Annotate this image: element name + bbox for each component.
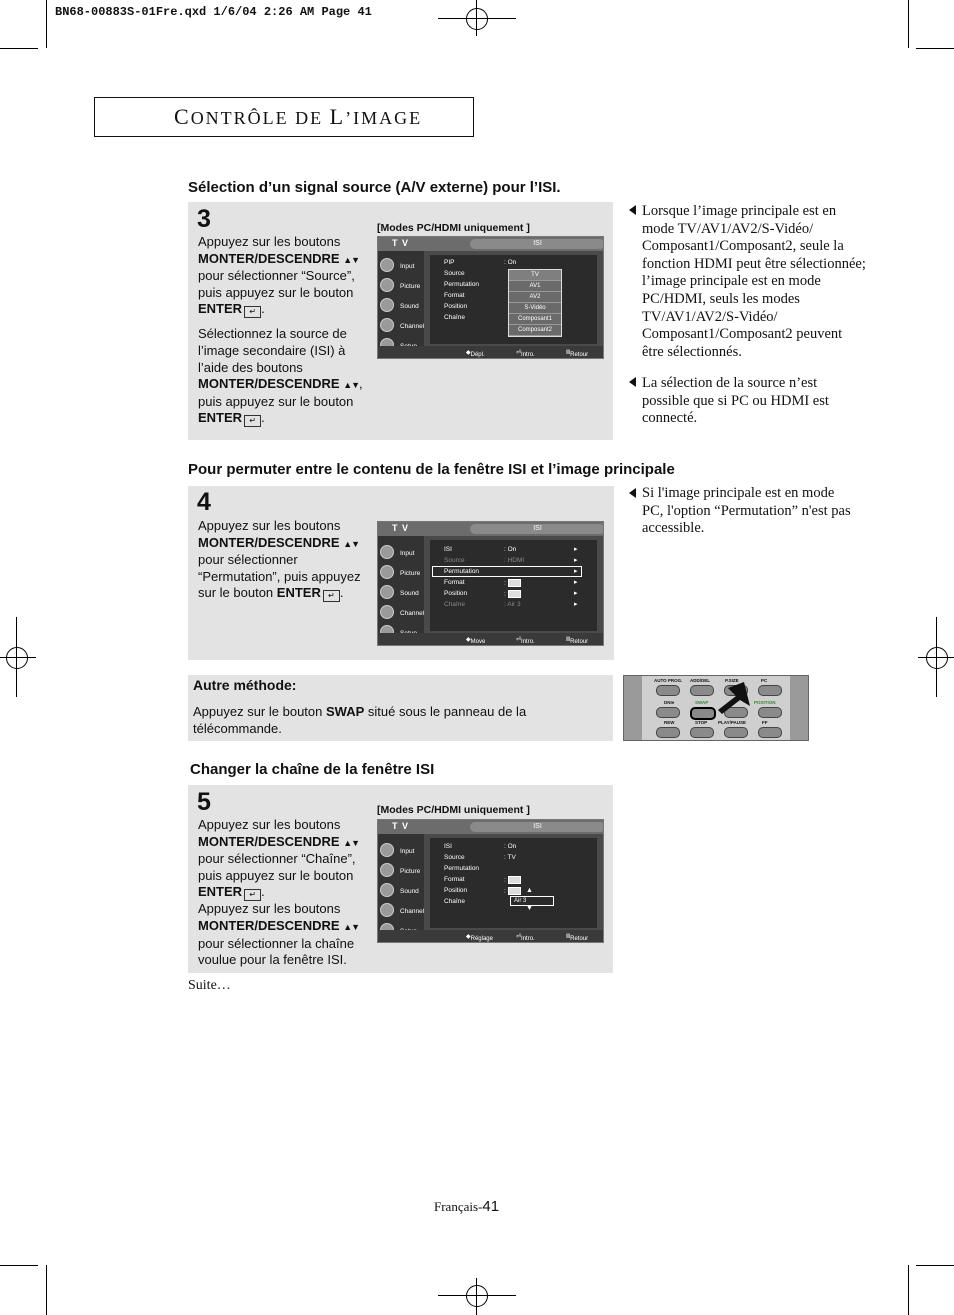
- enter-icon: ↵: [244, 306, 261, 318]
- enter-icon: ↵: [244, 889, 261, 901]
- format-icon: [508, 876, 521, 884]
- remote-illustration: AUTO PROG. ADD/DEL P.SIZE PC DNIe SWAP POSITION REW STOP PLAY/PAUSE FF: [623, 675, 809, 741]
- enter-icon: ↵: [244, 415, 261, 427]
- sound-icon: [380, 585, 394, 599]
- chevron-down-icon: ▼: [526, 905, 533, 912]
- page-title: CONTRÔLE DE L’IMAGE: [174, 104, 423, 129]
- step-number: 3: [197, 205, 211, 233]
- section-title-swap: Pour permuter entre le contenu de la fenêtre ISI et l’image principale: [188, 461, 675, 478]
- source-list: TV AV1 AV2 S-Vidéo Composant1 Composant2: [508, 269, 562, 337]
- mode-note: [Modes PC/HDMI uniquement ]: [377, 804, 530, 816]
- note-text: Lorsque l’image principale est en mode TV/AV1/AV2/S-Vidéo/ Composant1/Composant2, seule la fonction HDMI peut être sélectionnée; l’image principale est en mode PC/HDMI, seuls les modes TV/AV1/AV2/S-Vidéo/ Composant1/Composant2 peuvent être sélectionnés.: [642, 203, 866, 360]
- note-text: Si l'image principale est en mode PC, l'option “Permutation” n'est pas accessible.: [642, 485, 851, 537]
- position-icon: [508, 590, 521, 598]
- channel-icon: [380, 903, 394, 917]
- section-title-channel: Changer la chaîne de la fenêtre ISI: [190, 761, 435, 778]
- step4-text: Appuyez sur les boutons MONTER/DESCENDRE ▲▼ pour sélectionner “Permutation”, puis appuyez sur le bouton ENTER ↵ .: [198, 518, 361, 601]
- input-icon: [380, 258, 394, 272]
- picture-icon: [380, 863, 394, 877]
- slug-line: BN68-00883S-01Fre.qxd 1/6/04 2:26 AM Page 41: [55, 5, 372, 19]
- step3-text: Appuyez sur les boutons MONTER/DESCENDRE ▲▼ pour sélectionner “Source”, puis appuyez sur le bouton ENTER ↵ . Sélectionnez la source de l’image secondaire (ISI) à l’aide des boutons MONTER/DESCENDRE ▲▼, puis appuyez sur le bouton ENTER ↵ .: [198, 234, 363, 426]
- sound-icon: [380, 883, 394, 897]
- chevron-right-icon: ▸: [574, 601, 578, 608]
- step5-text: Appuyez sur les boutons MONTER/DESCENDRE ▲▼ pour sélectionner “Chaîne”, puis appuyez sur le bouton ENTER ↵ . Appuyez sur les boutons MONTER/DESCENDRE ▲▼ pour sélectionner la chaîne voulue pour la fenêtre ISI.: [198, 817, 360, 968]
- alt-method-text: Appuyez sur le bouton SWAP situé sous le panneau de la télécommande.: [193, 704, 527, 736]
- picture-icon: [380, 565, 394, 579]
- bullet-arrow-icon: [629, 488, 636, 498]
- chevron-right-icon: ▸: [574, 546, 578, 553]
- osd-screen-channel: T V ISI Input Picture Sound Channel ISI : On Source : TV Permutation Format : Position : Chaîne ▲ Air 3 ▼ ◆ Réglage ⏎ Intro. Ⅲ Retour: [377, 819, 604, 943]
- chevron-right-icon: ▸: [574, 579, 578, 586]
- input-icon: [380, 545, 394, 559]
- alt-method-title: Autre méthode:: [193, 677, 297, 693]
- suite-text: Suite…: [188, 978, 231, 993]
- chevron-right-icon: ▸: [574, 590, 578, 597]
- pointer-arrow-icon: [714, 680, 754, 716]
- position-icon: [508, 887, 521, 895]
- osd-screen-swap: T V ISI Input Picture Sound Channel ISI : On Source : HDMI Permutation Format : Position : Chaîne : Air 3 ▸ ▸ ▸ ▸ ▸ ▸ ◆ Move ⏎ Intro. Ⅲ Retour: [377, 521, 604, 646]
- page-footer: Français-41: [434, 1198, 500, 1215]
- mode-note: [Modes PC/HDMI uniquement ]: [377, 222, 530, 234]
- channel-value: Air 3: [510, 896, 554, 906]
- format-icon: [508, 579, 521, 587]
- osd-screen-source: T V ISI Input Picture Sound Channel PIP : On Source Permutation Format Position Chaîne TV AV1 AV2 S-Vidéo Composant1 Composant2 ◆ Dépl. ⏎ Intro. Ⅲ Retour: [377, 236, 604, 359]
- picture-icon: [380, 278, 394, 292]
- enter-icon: ↵: [323, 590, 340, 602]
- input-icon: [380, 843, 394, 857]
- chevron-right-icon: ▸: [574, 557, 578, 564]
- chevron-right-icon: ▸: [574, 568, 578, 575]
- swap-button: [690, 707, 716, 720]
- note-text: La sélection de la source n’est possible que si PC ou HDMI est connecté.: [642, 375, 829, 427]
- bullet-arrow-icon: [629, 205, 636, 215]
- section-title-source: Sélection d’un signal source (A/V externe) pour l’ISI.: [188, 179, 561, 196]
- step-number: 4: [197, 488, 211, 516]
- channel-icon: [380, 605, 394, 619]
- sound-icon: [380, 298, 394, 312]
- step-number: 5: [197, 788, 211, 816]
- chevron-up-icon: ▲: [526, 887, 533, 894]
- bullet-arrow-icon: [629, 377, 636, 387]
- channel-icon: [380, 318, 394, 332]
